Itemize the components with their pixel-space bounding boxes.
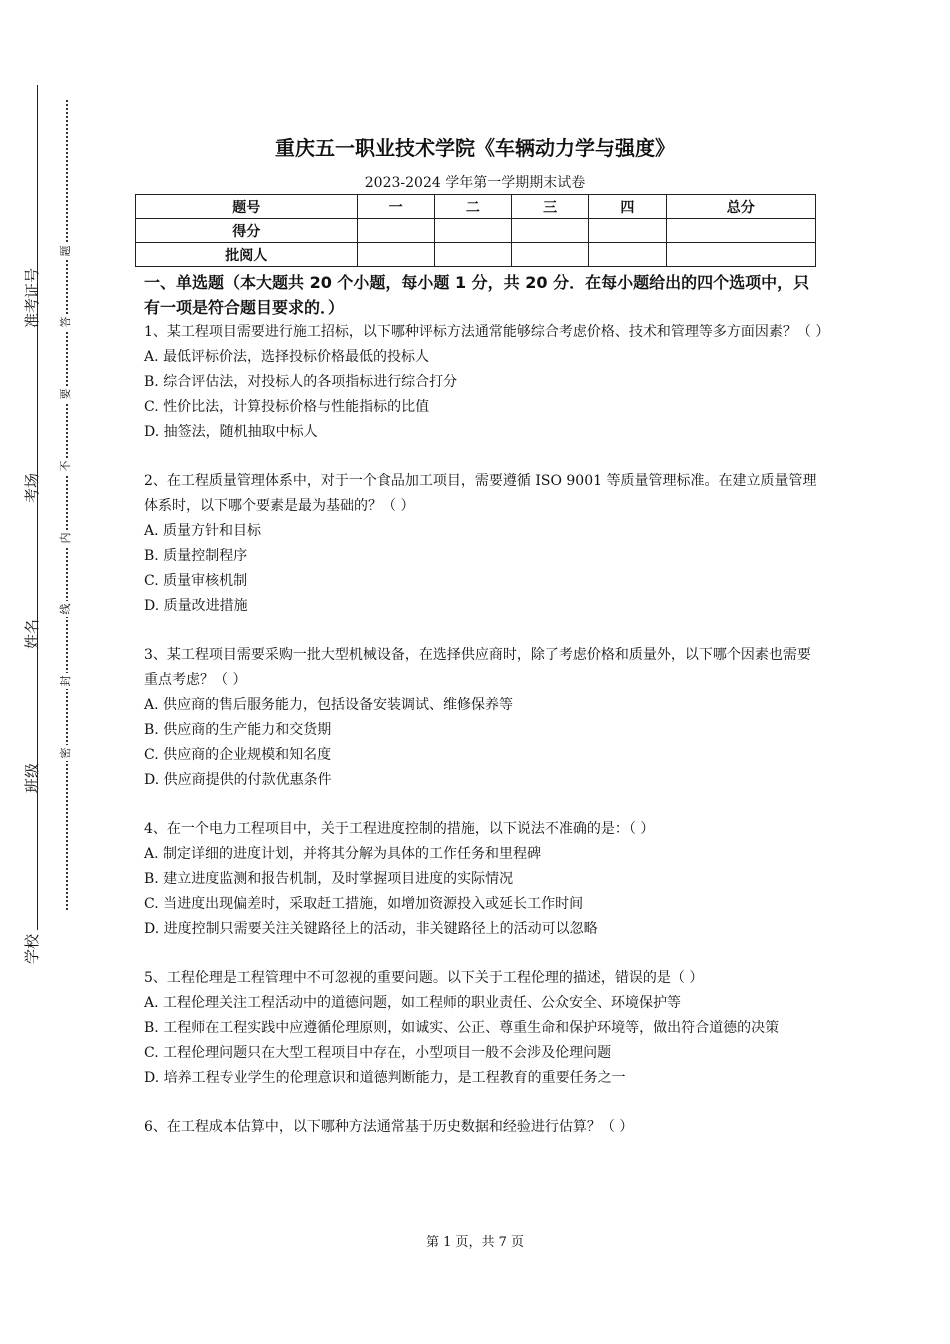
dotted-char-mi: 密 — [58, 745, 74, 761]
question-stem: 3、某工程项目需要采购一批大型机械设备，在选择供应商时，除了考虑价格和质量外，以下哪个因素也需要重点考虑？（ ） — [144, 647, 811, 688]
question-option: D. 供应商提供的付款优惠条件 — [144, 772, 332, 788]
exam-room-label: 考场 — [23, 472, 41, 503]
section-title: 一、单选题（本大题共 20 个小题，每小题 1 分，共 20 分．在每小题给出的四个选项中，只有一项是符合题目要求的．） — [144, 273, 810, 317]
question-option: A. 制定详细的进度计划，并将其分解为具体的工作任务和里程碑 — [144, 846, 542, 862]
question-option: B. 工程师在工程实践中应遵循伦理原则，如诚实、公正、尊重生命和保护环境等，做出符合道德的决策 — [144, 1020, 780, 1036]
class-label: 班级 — [23, 762, 41, 793]
question-option: A. 质量方针和目标 — [144, 523, 262, 539]
dotted-char-ti: 题 — [58, 243, 74, 259]
score-header-cell: 总分 — [666, 195, 815, 219]
score-cell — [666, 219, 815, 243]
question-option: C. 当进度出现偏差时，采取赶工措施，如增加资源投入或延长工作时间 — [144, 896, 584, 912]
question-option: A. 最低评标价法，选择投标价格最低的投标人 — [144, 349, 430, 365]
dotted-char-da: 答 — [58, 314, 74, 330]
exam-subtitle: 2023-2024 学年第一学期期末试卷 — [364, 175, 586, 191]
score-header-cell: 三 — [512, 195, 589, 219]
reviewer-cell — [434, 243, 511, 267]
question-option: B. 综合评估法，对投标人的各项指标进行综合打分 — [144, 374, 458, 390]
score-cell — [589, 219, 666, 243]
dotted-char-nei: 内 — [58, 530, 74, 546]
question-stem: 5、工程伦理是工程管理中不可忽视的重要问题。以下关于工程伦理的描述，错误的是（ ） — [144, 970, 704, 986]
question-option: C. 性价比法，计算投标价格与性能指标的比值 — [144, 399, 430, 415]
dotted-char-bu: 不 — [58, 458, 74, 474]
score-header-cell: 二 — [434, 195, 511, 219]
question-option: C. 供应商的企业规模和知名度 — [144, 747, 332, 763]
school-label: 学校 — [23, 933, 41, 964]
binding-solid-line — [37, 85, 38, 930]
score-cell — [357, 219, 434, 243]
score-row — [136, 219, 816, 243]
question-option: B. 建立进度监测和报告机制，及时掌握项目进度的实际情况 — [144, 871, 514, 887]
question-stem: 4、在一个电力工程项目中，关于工程进度控制的措施，以下说法不准确的是：（ ） — [144, 821, 655, 837]
question-stem: 1、某工程项目需要进行施工招标，以下哪种评标方法通常能够综合考虑价格、技术和管理等多方面因素？（ ） — [144, 324, 830, 340]
dotted-char-feng: 封 — [58, 673, 74, 689]
question-stem: 2、在工程质量管理体系中，对于一个食品加工项目，需要遵循 ISO 9001 等质量管理标准。在建立质量管理体系时，以下哪个要素是最为基础的？（ ） — [144, 473, 817, 514]
name-label: 姓名 — [23, 618, 41, 649]
exam-number-label: 准考证号 — [23, 267, 41, 328]
dotted-char-yao: 要 — [58, 386, 74, 402]
score-table-header-row — [136, 195, 816, 219]
score-table — [135, 194, 816, 267]
question-option: A. 供应商的售后服务能力，包括设备安装调试、维修保养等 — [144, 697, 514, 713]
question-stem: 6、在工程成本估算中，以下哪种方法通常基于历史数据和经验进行估算？（ ） — [144, 1119, 634, 1135]
reviewer-cell — [512, 243, 589, 267]
score-header-cell: 一 — [357, 195, 434, 219]
question-option: C. 工程伦理问题只在大型工程项目中存在，小型项目一般不会涉及伦理问题 — [144, 1045, 612, 1061]
score-header-cell: 题号 — [136, 195, 358, 219]
question-option: B. 供应商的生产能力和交货期 — [144, 722, 332, 738]
reviewer-row-label: 批阅人 — [136, 243, 358, 267]
exam-content — [144, 270, 830, 1140]
question-option: D. 培养工程专业学生的伦理意识和道德判断能力，是工程教育的重要任务之一 — [144, 1070, 626, 1086]
reviewer-row — [136, 243, 816, 267]
score-header-cell: 四 — [589, 195, 666, 219]
question-option: D. 质量改进措施 — [144, 598, 248, 614]
binding-dotted-line — [66, 100, 68, 910]
reviewer-cell — [589, 243, 666, 267]
question-option: D. 进度控制只需要关注关键路径上的活动，非关键路径上的活动可以忽略 — [144, 921, 598, 937]
dotted-char-xian: 线 — [58, 601, 74, 617]
question-option: B. 质量控制程序 — [144, 548, 248, 564]
score-row-label: 得分 — [136, 219, 358, 243]
question-option: A. 工程伦理关注工程活动中的道德问题，如工程师的职业责任、公众安全、环境保护等 — [144, 995, 682, 1011]
reviewer-cell — [666, 243, 815, 267]
question-option: C. 质量审核机制 — [144, 573, 248, 589]
page-footer: 第 1 页，共 7 页 — [425, 1235, 525, 1250]
score-cell — [512, 219, 589, 243]
exam-title: 重庆五一职业技术学院《车辆动力学与强度》 — [275, 136, 675, 160]
score-cell — [434, 219, 511, 243]
reviewer-cell — [357, 243, 434, 267]
question-option: D. 抽签法，随机抽取中标人 — [144, 424, 318, 440]
